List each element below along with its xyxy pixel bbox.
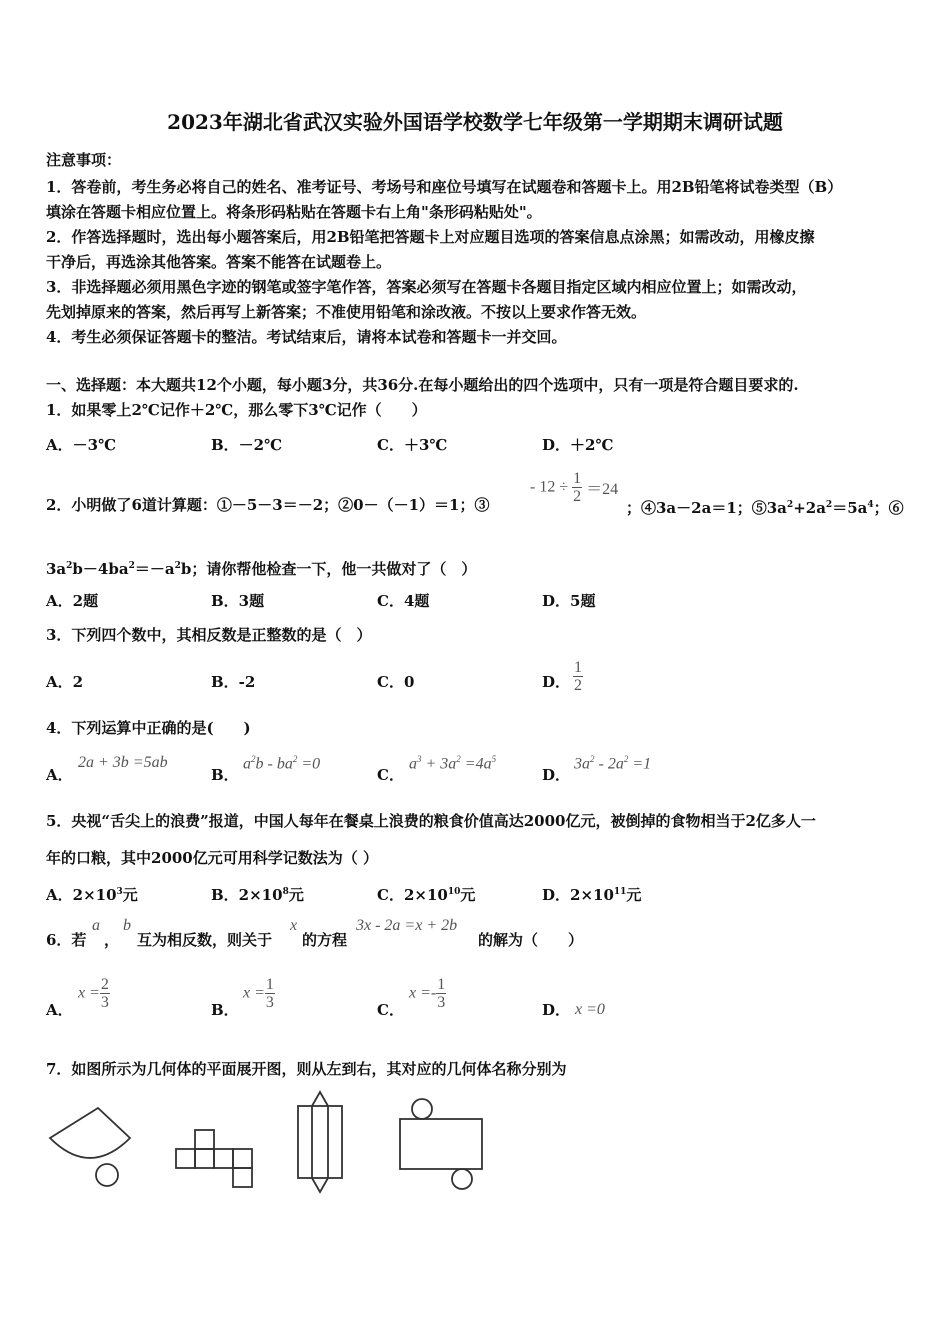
- q2-expression: - 12 ÷ $\frac{1}{2}$ ＝24: [530, 470, 619, 505]
- notes-line: 干净后，再选涂其他答案。答案不能答在试题卷上。: [46, 253, 392, 271]
- q6-option-c-expr: x =- $\frac{1}{3}$: [409, 976, 446, 1011]
- q3-option-b: B．-2: [211, 673, 256, 691]
- notes-line: 2．作答选择题时，选出每小题答案后，用2B铅笔把答题卡上对应题目选项的答案信息点涂黑；如需改动，用橡皮擦: [46, 228, 815, 246]
- q5-option-a: A．$2\times 10^3$元: [46, 886, 138, 904]
- q6-var-a: a: [92, 917, 100, 934]
- question-6-stem-mid2: 的方程: [302, 931, 348, 949]
- cylinder-net-figure: [390, 1095, 490, 1195]
- q2-option-a: A．2题: [46, 592, 99, 610]
- q1-option-b: B．－2℃: [211, 436, 283, 454]
- question-6-stem-mid: 互为相反数，则关于: [137, 931, 273, 949]
- question-6-comma: ，: [104, 931, 120, 949]
- q3-option-d-fraction: $\frac{1}{2}$: [574, 659, 582, 694]
- q6-option-a-expr: x = $\frac{2}{3}$: [78, 976, 109, 1011]
- q2-option-c: C．4题: [377, 592, 430, 610]
- question-2-line2: $3a^2b-4ba^2=-a^2b$；请你帮他检查一下，他一共做对了（ ）: [46, 560, 477, 578]
- q6-equation: 3x - 2a =x + 2b: [356, 917, 458, 934]
- section-heading: 一、选择题：本大题共12个小题，每小题3分，共36分.在每小题给出的四个选项中，只有一项是符合题目要求的.: [46, 376, 799, 394]
- q5-option-b: B．$2\times 10^8$元: [211, 886, 304, 904]
- triangular-prism-net-figure: [290, 1088, 350, 1198]
- question-4-stem: 4．下列运算中正确的是( ): [46, 719, 251, 737]
- q4-option-d-label: D．: [542, 766, 571, 784]
- page-title: 2023年湖北省武汉实验外国语学校数学七年级第一学期期末调研试题: [167, 110, 783, 134]
- q3-option-c: C．0: [377, 673, 415, 691]
- q1-option-c: C．＋3℃: [377, 436, 448, 454]
- question-5-stem-cont: 年的口粮，其中2000亿元可用科学记数法为（ ）: [46, 849, 378, 867]
- question-7-stem: 7．如图所示为几何体的平面展开图，则从左到右，其对应的几何体名称分别为: [46, 1060, 567, 1078]
- q4-option-a-label: A．: [46, 766, 73, 784]
- q1-option-a: A．－3℃: [46, 436, 117, 454]
- q6-option-c-label: C．: [377, 1001, 404, 1019]
- q5-option-c: C．$2\times 10^{10}$元: [377, 886, 476, 904]
- q6-option-a-label: A．: [46, 1001, 73, 1019]
- q4-option-c-label: C．: [377, 766, 404, 784]
- notes-line: 1．答卷前，考生务必将自己的姓名、准考证号、考场号和座位号填写在试题卷和答题卡上。用2B铅笔将试卷类型（B）: [46, 178, 843, 196]
- question-3-stem: 3．下列四个数中，其相反数是正整数的是（ ）: [46, 626, 372, 644]
- notes-line: 填涂在答题卡相应位置上。将条形码粘贴在答题卡右上角"条形码粘贴处"。: [46, 203, 542, 221]
- question-5-stem: 5．央视“舌尖上的浪费”报道，中国人每年在餐桌上浪费的粮食价值高达2000亿元，被倒掉的食物相当于2亿多人一: [46, 812, 816, 830]
- question-1-stem: 1．如果零上2℃记作＋2℃，那么零下3℃记作（ ）: [46, 401, 427, 419]
- question-6-stem-end: 的解为（ ）: [478, 931, 584, 949]
- q3-option-d: D．: [542, 673, 571, 691]
- q1-option-d: D．＋2℃: [542, 436, 614, 454]
- q6-option-d-expr: x =0: [575, 1001, 605, 1018]
- q4-option-c-expr: $a^3 + 3a^2 =4a^5$: [409, 754, 497, 773]
- q2-option-b: B．3题: [211, 592, 265, 610]
- q6-option-b-label: B．: [211, 1001, 239, 1019]
- question-2-stem: 2．小明做了6道计算题：①－5－3＝－2；②0－（－1）＝1；③: [46, 496, 490, 514]
- q5-option-d: D．$2\times 10^{11}$元: [542, 886, 642, 904]
- question-6-stem: 6．若: [46, 931, 87, 949]
- cone-net-figure: [40, 1100, 140, 1195]
- q6-var-x: x: [290, 917, 298, 934]
- q4-option-b-label: B．: [211, 766, 239, 784]
- notes-line: 3．非选择题必须用黑色字迹的钢笔或签字笔作答，答案必须写在答题卡各题目指定区域内相应位置上；如需改动，: [46, 278, 807, 296]
- q4-option-d-expr: $3a^2 - 2a^2 =1$: [574, 754, 652, 773]
- q6-option-b-expr: x = $\frac{1}{3}$: [243, 976, 274, 1011]
- notes-line: 4．考生必须保证答题卡的整洁。考试结束后，请将本试卷和答题卡一并交回。: [46, 328, 567, 346]
- q3-option-a: A．2: [46, 673, 84, 691]
- q6-var-b: b: [123, 917, 131, 934]
- q6-option-d-label: D．: [542, 1001, 571, 1019]
- q2-option-d: D．5题: [542, 592, 596, 610]
- q4-option-a-expr: 2a + 3b =5ab: [78, 754, 168, 771]
- cube-net-figure: [170, 1122, 260, 1192]
- q4-option-b-expr: $a^2b - ba^2 =0$: [243, 754, 321, 773]
- notes-line: 先划掉原来的答案，然后再写上新答案；不准使用铅笔和涂改液。不按以上要求作答无效。: [46, 303, 647, 321]
- notes-heading: 注意事项：: [46, 151, 122, 169]
- question-2-stem-cont: ；④3a－2a＝1；$⑤3a^2+2a^2=5a^4$；⑥: [626, 499, 904, 517]
